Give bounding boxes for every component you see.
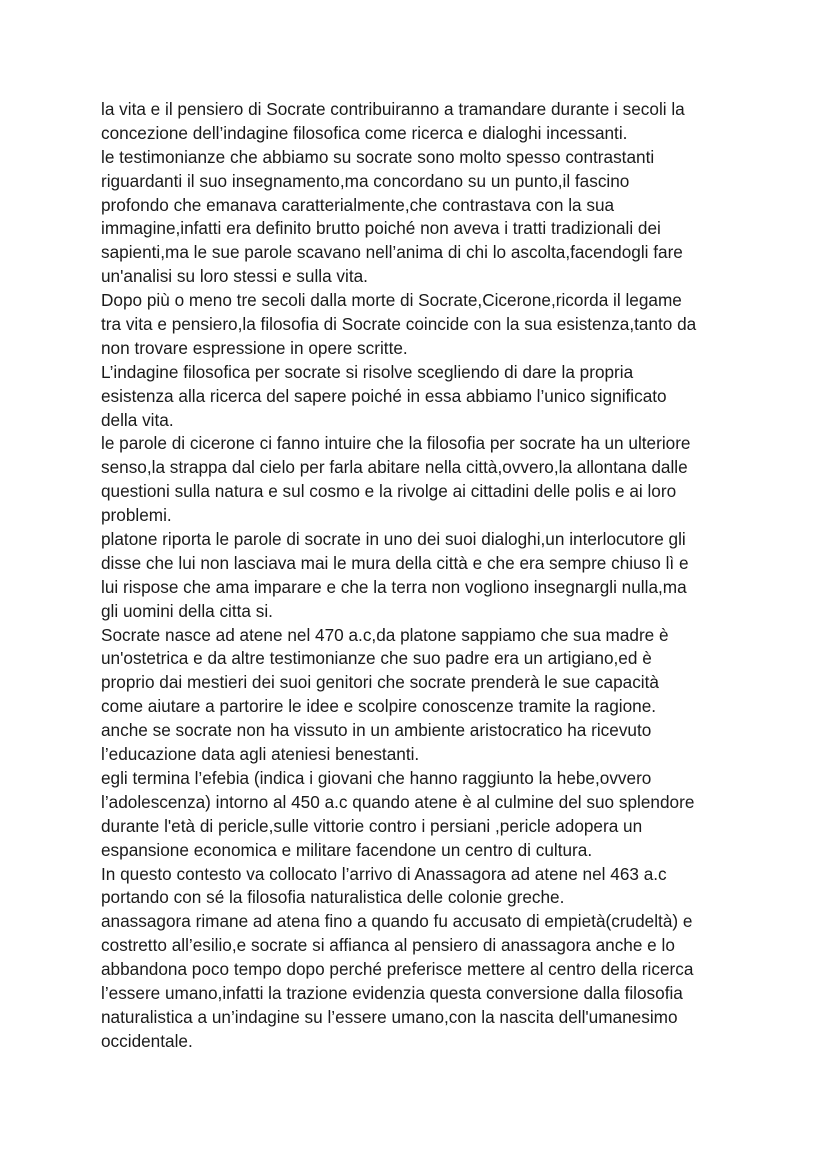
text-line-7: sapienti,ma le sue parole scavano nell’anima di chi lo ascolta,facendogli fare: [101, 242, 683, 263]
text-line-8: un'analisi su loro stessi e sulla vita.: [101, 266, 368, 287]
text-line-12: L’indagine filosofica per socrate si risolve scegliendo di dare la propria: [101, 361, 634, 382]
text-line-39: naturalistica a un’indagine su l’essere umano,con la nascita dell'umanesimo: [101, 1006, 678, 1027]
text-line-28: l’educazione data agli ateniesi benestanti.: [101, 744, 420, 765]
text-line-3: le testimonianze che abbiamo su socrate sono molto spesso contrastanti: [101, 146, 655, 167]
text-line-6: immagine,infatti era definito brutto poiché non aveva i tratti tradizionali dei: [101, 218, 661, 239]
text-line-36: costretto all’esilio,e socrate si affianca al pensiero di anassagora anche e lo: [101, 935, 675, 956]
text-line-15: le parole di cicerone ci fanno intuire che la filosofia per socrate ha un ulteriore: [101, 433, 691, 454]
text-line-11: non trovare espressione in opere scritte.: [101, 337, 408, 358]
text-line-19: platone riporta le parole di socrate in uno dei suoi dialoghi,un interlocutore gli: [101, 529, 686, 550]
text-line-14: della vita.: [101, 409, 174, 430]
text-line-40: occidentale.: [101, 1030, 193, 1051]
text-line-18: problemi.: [101, 505, 172, 526]
text-line-4: riguardanti il suo insegnamento,ma concordano su un punto,il fascino: [101, 170, 630, 191]
text-line-22: gli uomini della citta si.: [101, 600, 273, 621]
text-line-27: anche se socrate non ha vissuto in un ambiente aristocratico ha ricevuto: [101, 720, 652, 741]
text-line-29: egli termina l’efebia (indica i giovani che hanno raggiunto la hebe,ovvero: [101, 767, 652, 788]
text-line-35: anassagora rimane ad atena fino a quando fu accusato di empietà(crudeltà) e: [101, 911, 693, 932]
text-line-1: la vita e il pensiero di Socrate contribuiranno a tramandare durante i secoli la: [101, 99, 685, 119]
text-line-25: proprio dai mestieri dei suoi genitori che socrate prenderà le sue capacità: [101, 672, 659, 693]
text-line-9: Dopo più o meno tre secoli dalla morte di Socrate,Cicerone,ricorda il legame: [101, 290, 682, 311]
text-line-37: abbandona poco tempo dopo perché preferisce mettere al centro della ricerca: [101, 959, 694, 980]
text-line-34: portando con sé la filosofia naturalistica delle colonie greche.: [101, 887, 565, 908]
text-line-5: profondo che emanava caratterialmente,che contrastava con la sua: [101, 194, 615, 215]
text-line-23: Socrate nasce ad atene nel 470 a.c,da platone sappiamo che sua madre è: [101, 624, 669, 645]
text-line-33: In questo contesto va collocato l’arrivo di Anassagora ad atene nel 463 a.c: [101, 863, 667, 884]
text-line-30: l’adolescenza) intorno al 450 a.c quando atene è al culmine del suo splendore: [101, 791, 695, 812]
text-line-20: disse che lui non lasciava mai le mura della città e che era sempre chiuso lì e: [101, 552, 689, 573]
body-text: [101, 98, 741, 1054]
text-line-38: l’essere umano,infatti la trazione evidenzia questa conversione dalla filosofia: [101, 982, 683, 1003]
text-line-17: questioni sulla natura e sul cosmo e la rivolge ai cittadini delle polis e ai loro: [101, 481, 677, 502]
text-line-16: senso,la strappa dal cielo per farla abitare nella città,ovvero,la allontana dalle: [101, 457, 688, 478]
text-line-26: come aiutare a partorire le idee e scolpire conoscenze tramite la ragione.: [101, 696, 657, 717]
text-line-31: durante l'età di pericle,sulle vittorie contro i persiani ,pericle adopera un: [101, 815, 643, 836]
text-line-21: lui rispose che ama imparare e che la terra non vogliono insegnargli nulla,ma: [101, 576, 687, 597]
text-line-32: espansione economica e militare facendone un centro di cultura.: [101, 839, 593, 860]
text-line-13: esistenza alla ricerca del sapere poiché in essa abbiamo l’unico significato: [101, 385, 667, 406]
text-line-2: concezione dell’indagine filosofica come ricerca e dialoghi incessanti.: [101, 122, 628, 143]
text-line-10: tra vita e pensiero,la filosofia di Socrate coincide con la sua esistenza,tanto da: [101, 314, 697, 335]
text-line-24: un'ostetrica e da altre testimonianze che suo padre era un artigiano,ed è: [101, 648, 652, 669]
